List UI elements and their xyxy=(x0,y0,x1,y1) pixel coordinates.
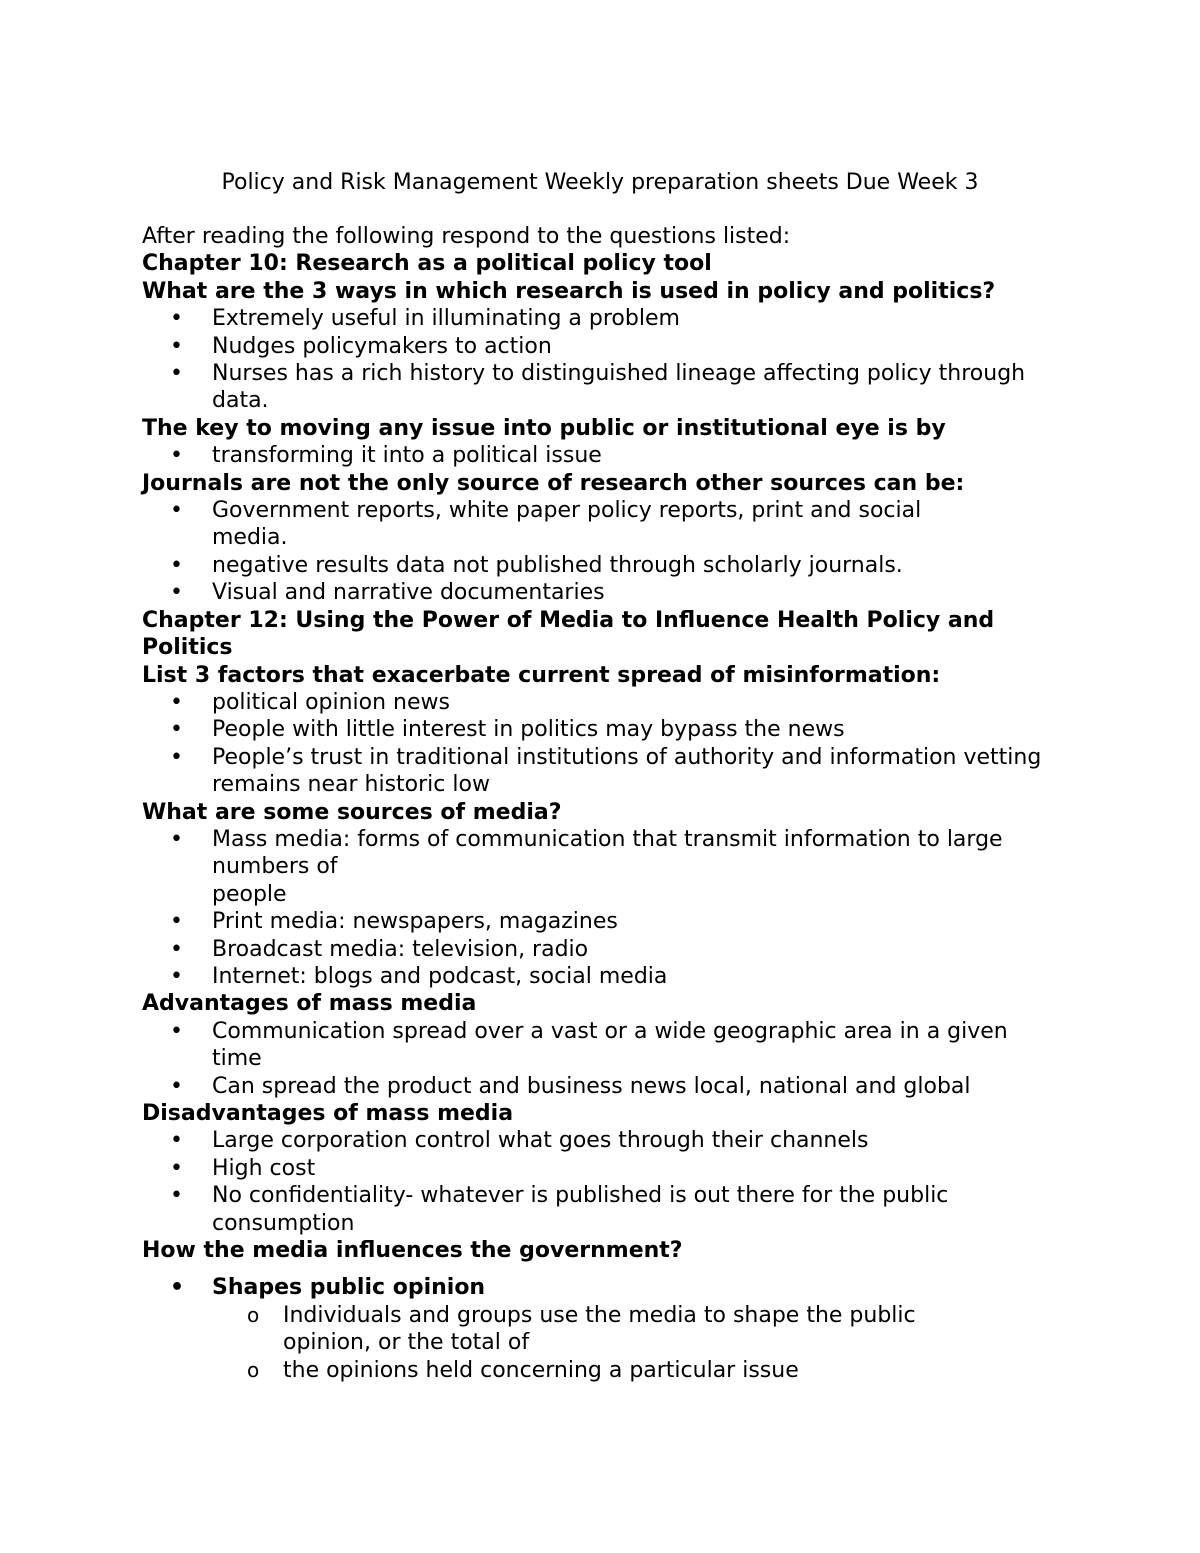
sub-list-item: o the opinions held concerning a particular issue xyxy=(142,1357,1102,1384)
misinformation-list xyxy=(142,689,1102,799)
advantages-list xyxy=(142,1018,1102,1100)
list-item-text: • Mass media: forms of communication that transmit information to large numbers of xyxy=(212,826,1003,880)
list-item: • Can spread the product and business news local, national and global xyxy=(142,1073,1102,1100)
chapter-10-heading: Chapter 10: Research as a political policy tool xyxy=(142,251,712,277)
list-item: • People’s trust in traditional institutions of authority and information vetting remains near historic low xyxy=(142,744,1102,799)
question-other-sources: Journals are not the only source of research other sources can be: xyxy=(142,470,965,496)
sub-list-item: o Individuals and groups use the media to shape the public opinion, or the total of xyxy=(142,1302,1102,1357)
media-influence-list xyxy=(142,1274,1102,1301)
question-research-ways: What are the 3 ways in which research is used in policy and politics? xyxy=(142,278,996,304)
list-item: • Nurses has a rich history to distinguished lineage affecting policy through data. xyxy=(142,360,1102,415)
question-key-issue: The key to moving any issue into public or institutional eye is by xyxy=(142,415,946,441)
document-body xyxy=(142,223,1102,1384)
list-item-text-continued: people xyxy=(212,881,287,907)
chapter-12-heading: Chapter 12: Using the Power of Media to Influence Health Policy and Politics xyxy=(142,607,995,661)
list-item: • transforming it into a political issue xyxy=(142,442,1102,469)
list-item: • Large corporation control what goes through their channels xyxy=(142,1127,1102,1154)
public-opinion-sublist xyxy=(142,1302,1102,1384)
document-title: Policy and Risk Management Weekly preparation sheets Due Week 3 xyxy=(221,170,979,195)
list-item: • Extremely useful in illuminating a problem xyxy=(142,305,1102,332)
disadvantages-heading: Disadvantages of mass media xyxy=(142,1101,514,1126)
question-misinformation: List 3 factors that exacerbate current spread of misinformation: xyxy=(142,662,941,688)
key-issue-list xyxy=(142,442,1102,469)
list-item: • negative results data not published through scholarly journals. xyxy=(142,552,1102,579)
list-item: • Visual and narrative documentaries xyxy=(142,579,1102,606)
list-item: • High cost xyxy=(142,1155,1102,1182)
list-item: • Shapes public opinion xyxy=(142,1274,1102,1301)
list-item: • Government reports, white paper policy reports, print and social media. xyxy=(142,497,1102,552)
research-ways-list xyxy=(142,305,1102,415)
question-media-influence: How the media influences the government? xyxy=(142,1238,683,1264)
list-item xyxy=(142,826,1102,908)
list-item: • political opinion news xyxy=(142,689,1102,716)
list-item: • People with little interest in politics may bypass the news xyxy=(142,716,1102,743)
other-sources-list xyxy=(142,497,1102,607)
list-item: • Broadcast media: television, radio xyxy=(142,936,1102,963)
disadvantages-list xyxy=(142,1127,1102,1237)
list-item: • Internet: blogs and podcast, social media xyxy=(142,963,1102,990)
list-item: • No confidentiality- whatever is published is out there for the public consumption xyxy=(142,1182,1102,1237)
intro-text: After reading the following respond to the questions listed: xyxy=(142,224,791,249)
list-item: • Print media: newspapers, magazines xyxy=(142,908,1102,935)
advantages-heading: Advantages of mass media xyxy=(142,991,477,1017)
question-media-sources: What are some sources of media? xyxy=(142,799,562,825)
media-sources-list xyxy=(142,826,1102,990)
list-item: • Nudges policymakers to action xyxy=(142,333,1102,360)
list-item: • Communication spread over a vast or a wide geographic area in a given time xyxy=(142,1018,1102,1073)
